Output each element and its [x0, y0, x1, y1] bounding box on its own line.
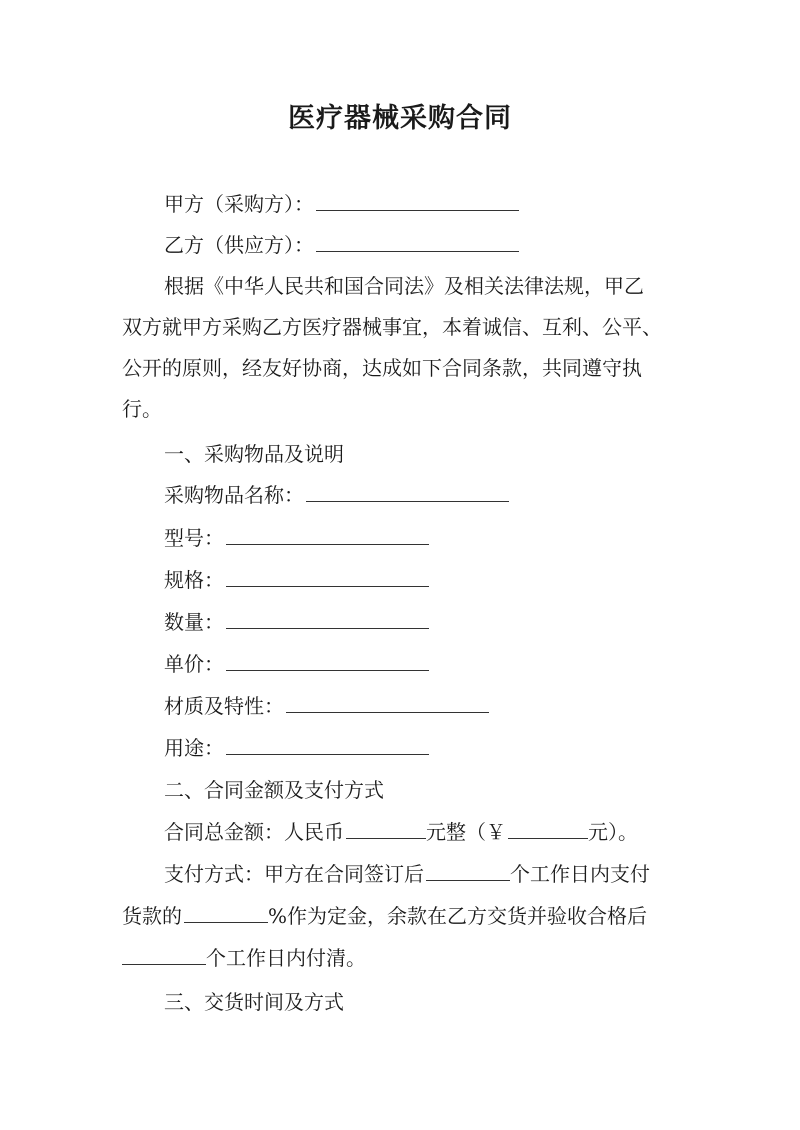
unit-price-line: [164, 650, 429, 678]
section-3-heading: 三、交货时间及方式: [164, 990, 344, 1014]
quantity-label: 数量：: [164, 610, 224, 634]
item-name-blank[interactable]: [306, 481, 509, 502]
payment-days-blank[interactable]: [426, 860, 510, 881]
party-b-line: [164, 231, 519, 259]
total-amount-mid: 元整（￥: [426, 820, 506, 844]
unit-price-label: 单价：: [164, 652, 224, 676]
model-label: 型号：: [164, 526, 224, 550]
item-name-line: [164, 481, 509, 509]
payment-text-1b: 个工作日内支付: [510, 862, 650, 886]
total-amount-line: [164, 818, 638, 846]
spec-blank[interactable]: [226, 566, 429, 587]
page-title: 医疗器械采购合同: [288, 103, 512, 134]
balance-days-blank[interactable]: [122, 944, 206, 965]
usage-line: [164, 734, 429, 762]
total-amount-number-blank[interactable]: [508, 818, 588, 839]
party-a-line: [164, 190, 519, 218]
total-amount-suffix: 元）。: [588, 820, 638, 844]
preamble-line-2: 双方就甲方采购乙方医疗器械事宜，本着诚信、互利、公平、: [122, 315, 662, 339]
preamble-line-4: 行。: [122, 397, 162, 421]
payment-text-2a: 货款的: [122, 904, 182, 928]
spec-label: 规格：: [164, 568, 224, 592]
preamble-line-3: 公开的原则，经友好协商，达成如下合同条款，共同遵守执: [122, 356, 642, 380]
party-a-label: 甲方（采购方）：: [164, 192, 314, 216]
spec-line: [164, 566, 429, 594]
party-b-label: 乙方（供应方）：: [164, 233, 314, 257]
payment-line-3: [122, 944, 366, 972]
item-name-label: 采购物品名称：: [164, 483, 304, 507]
total-amount-prefix: 合同总金额：人民币: [164, 820, 344, 844]
total-amount-words-blank[interactable]: [346, 818, 426, 839]
quantity-line: [164, 608, 429, 636]
party-a-blank[interactable]: [316, 190, 519, 211]
payment-line-1: [164, 860, 650, 888]
preamble-line-1: 根据《中华人民共和国合同法》及相关法律法规，甲乙: [164, 274, 644, 298]
usage-blank[interactable]: [226, 734, 429, 755]
unit-price-blank[interactable]: [226, 650, 429, 671]
quantity-blank[interactable]: [226, 608, 429, 629]
section-2-heading: 二、合同金额及支付方式: [164, 778, 384, 802]
payment-text-3b: 个工作日内付清。: [206, 946, 366, 970]
section-1-heading: 一、采购物品及说明: [164, 442, 344, 466]
material-line: [164, 692, 489, 720]
payment-line-2: [122, 902, 647, 930]
usage-label: 用途：: [164, 736, 224, 760]
payment-text-2b: %作为定金，余款在乙方交货并验收合格后: [268, 904, 648, 928]
model-line: [164, 524, 429, 552]
payment-text-1a: 支付方式：甲方在合同签订后: [164, 862, 424, 886]
material-label: 材质及特性：: [164, 694, 284, 718]
party-b-blank[interactable]: [316, 231, 519, 252]
deposit-percent-blank[interactable]: [184, 902, 268, 923]
model-blank[interactable]: [226, 524, 429, 545]
material-blank[interactable]: [286, 692, 489, 713]
